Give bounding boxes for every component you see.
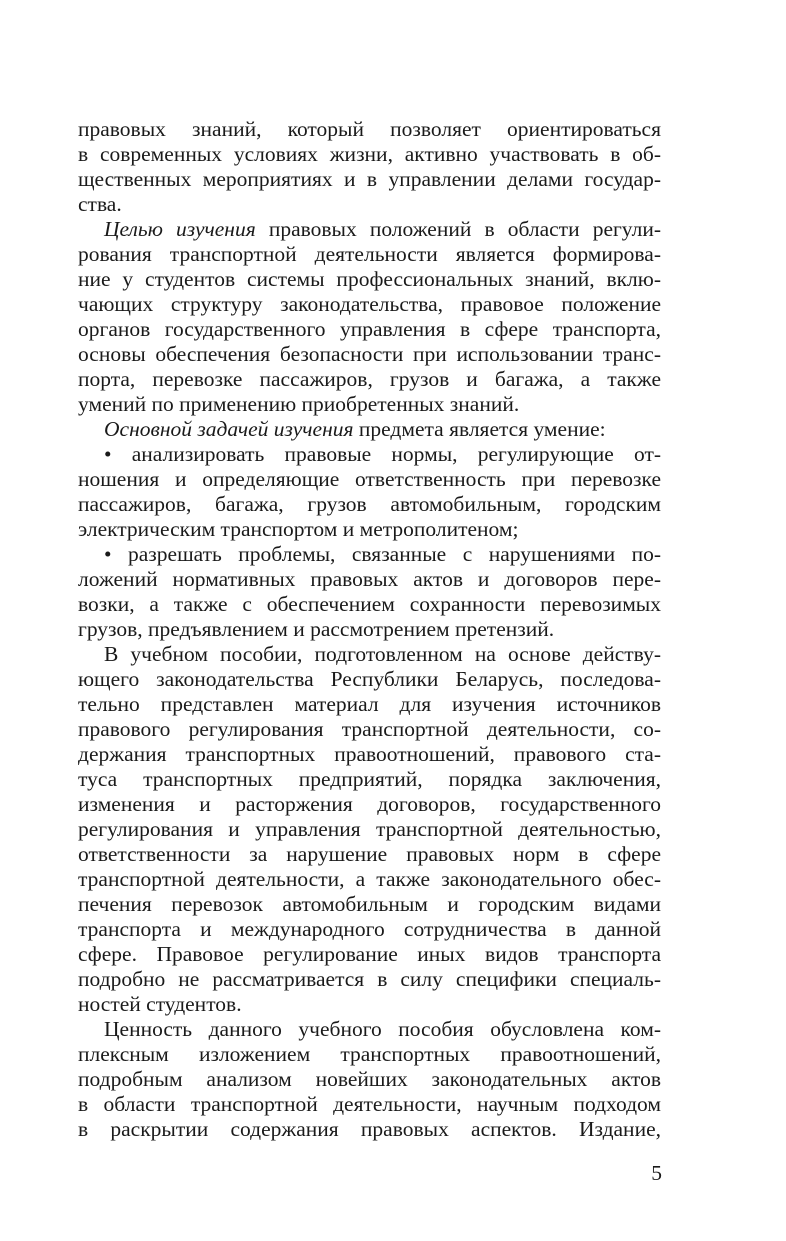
text-line: рования транспортной деятельности является формирова- [78,242,661,266]
text-line: ностей студентов. [78,992,242,1016]
text-line: туса транспортных предприятий, порядка заключения, [78,767,661,791]
text-fragment: предмета является умение: [358,417,606,441]
text-line: порта, перевозке пассажиров, грузов и багажа, а также [78,367,661,391]
text-line: печения перевозок автомобильным и городским видами [78,892,661,916]
text-line: транспорта и международного сотрудничества в данной [78,917,661,941]
text-line: органов государственного управления в сфере транспорта, [78,317,661,341]
text-line: в современных условиях жизни, активно участвовать в об- [78,142,661,166]
text-line: электрическим транспортом и метрополитеном; [78,517,519,541]
text-line-goal [104,216,661,242]
text-line: ства. [78,192,122,216]
text-line: подробно не рассматривается в силу специфики специаль- [78,967,661,991]
text-line: сфере. Правовое регулирование иных видов транспорта [78,942,661,966]
text-line: ложений нормативных правовых актов и договоров пере- [78,567,661,591]
text-fragment: правовых положений в области регули- [268,217,661,241]
text-line: чающих структуру законодательства, правовое положение [78,292,661,316]
text-line: Ценность данного учебного пособия обусловлена ком- [104,1017,661,1041]
text-line: регулирования и управления транспортной деятельностью, [78,817,661,841]
italic-goal-phrase: Целью изучения [104,217,256,241]
text-line: в области транспортной деятельности, научным подходом [78,1092,661,1116]
text-line: правовых знаний, который позволяет ориентироваться [78,117,661,141]
text-line: пассажиров, багажа, грузов автомобильным, городским [78,492,661,516]
text-line: в раскрытии содержания правовых аспектов. Издание, [78,1117,661,1141]
text-line: держания транспортных правоотношений, правового ста- [78,742,661,766]
page-number: 5 [651,1161,662,1185]
bullet-line: • анализировать правовые нормы, регулирующие от- [104,442,661,466]
text-line: правового регулирования транспортной деятельности, со- [78,717,661,741]
text-line: ношения и определяющие ответственность при перевозке [78,467,661,491]
text-line: тельно представлен материал для изучения источников [78,692,661,716]
text-line: возки, а также с обеспечением сохранности перевозимых [78,592,661,616]
text-line: В учебном пособии, подготовленном на основе действу- [104,642,661,666]
text-line: транспортной деятельности, а также законодательного обес- [78,867,661,891]
text-line: подробным анализом новейших законодательных актов [78,1067,661,1091]
text-line: умений по применению приобретенных знаний. [78,392,520,416]
text-line: ние у студентов системы профессиональных знаний, вклю- [78,267,661,291]
italic-task-phrase: Основной задачей изучения [104,417,354,441]
text-line-task [104,416,661,442]
text-line: щественных мероприятиях и в управлении делами государ- [78,167,661,191]
text-line: изменения и расторжения договоров, государственного [78,792,661,816]
text-line: ющего законодательства Республики Беларусь, последова- [78,667,661,691]
text-line: основы обеспечения безопасности при использовании транс- [78,342,661,366]
text-line: плексным изложением транспортных правоотношений, [78,1042,661,1066]
text-line: ответственности за нарушение правовых норм в сфере [78,842,661,866]
bullet-line: • разрешать проблемы, связанные с нарушениями по- [104,542,661,566]
text-line: грузов, предъявлением и рассмотрением претензий. [78,617,555,641]
